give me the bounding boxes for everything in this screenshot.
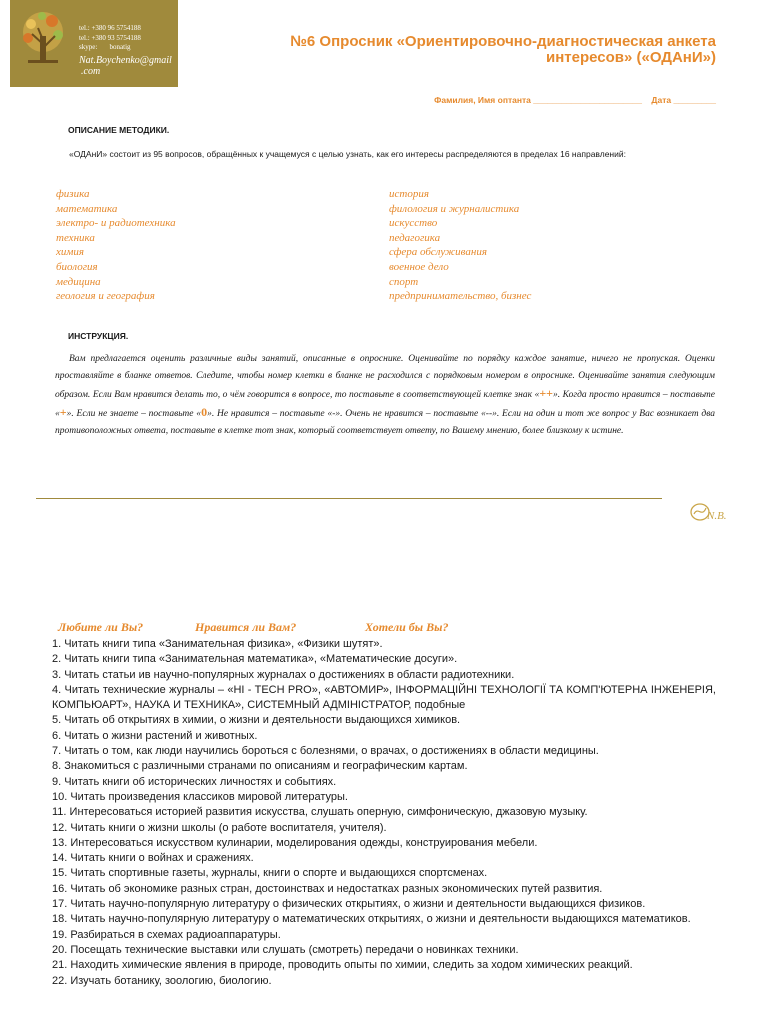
question-item: 3. Читать статьи ив научно-популярных журналах о достижениях в области радиотехники. bbox=[52, 668, 515, 681]
question-item: 4. Читать технические журналы – «HI - TECH PRO», «АВТОМИР», ІНФОРМАЦІЙНІ ТЕХНОЛОГІЇ ТА КОМП'ЮТЕРНА ІНЖЕНЕРІЯ, КОМПЬЮАРТ», НАУКА И ТЕХНИКА», СИСТЕМНЫЙ АДМІНІСТРАТОР, подобные bbox=[52, 683, 716, 712]
phone-1: tel.: +380 96 5754188 bbox=[79, 24, 141, 32]
direction-item: электро- и радиотехника bbox=[56, 217, 176, 230]
description-heading: ОПИСАНИЕ МЕТОДИКИ. bbox=[68, 125, 170, 135]
question-item: 15. Читать спортивные газеты, журналы, книги о спорте и выдающихся спортсменах. bbox=[52, 867, 488, 880]
mark-zero: 0 bbox=[201, 405, 208, 419]
direction-item: геология и география bbox=[56, 290, 155, 303]
signature-text: N.B. bbox=[707, 510, 727, 522]
contact-info bbox=[79, 24, 172, 77]
question-item: 18. Читать научно-популярную литературу о математических открытиях, о жизни и деятельности выдающихся математиков. bbox=[52, 913, 691, 926]
direction-item: военное дело bbox=[389, 260, 449, 273]
logo-banner bbox=[10, 0, 178, 87]
question-item: 17. Читать научно-популярную литературу о физических открытиях, о жизни и деятельности выдающихся физиков. bbox=[52, 898, 646, 911]
description-text: «ОДАнИ» состоит из 95 вопросов, обращённых к учащемуся с целью узнать, как его интересы распределяются в пределах 16 направлений: bbox=[69, 149, 626, 159]
name-date-line: Фамилия, Имя оптанта _______________________ Дата _________ bbox=[434, 95, 716, 105]
direction-item: искусство bbox=[389, 217, 438, 230]
question-item: 21. Находить химические явления в природе, проводить опыты по химии, следить за ходом химических реакций. bbox=[52, 959, 633, 972]
instruction-text bbox=[55, 351, 715, 440]
direction-item: медицина bbox=[56, 275, 101, 288]
direction-item: химия bbox=[56, 246, 85, 259]
direction-item: сфера обслуживания bbox=[389, 246, 487, 259]
direction-item: предпринимательство, бизнес bbox=[389, 290, 532, 303]
question-item: 12. Читать книги о жизни школы (о работе воспитателя, учителя). bbox=[52, 821, 387, 834]
direction-item: педагогика bbox=[389, 231, 441, 244]
question-item: 5. Читать об открытиях в химии, о жизни и деятельности выдающихся химиков. bbox=[52, 714, 461, 727]
tree-logo-icon bbox=[14, 10, 72, 68]
question-item: 22. Изучать ботанику, зоологию, биологию. bbox=[52, 974, 272, 987]
question-item: 7. Читать о том, как люди научились бороться с болезнями, о врачах, о достижениях в области медицины. bbox=[52, 745, 599, 758]
question-item: 9. Читать книги об исторических личностях и событиях. bbox=[52, 775, 337, 788]
signature-logo-icon bbox=[688, 500, 734, 526]
direction-item: физика bbox=[56, 188, 90, 200]
phone-2: tel.: +380 93 5754188 bbox=[79, 33, 141, 42]
question-item: 6. Читать о жизни растений и животных. bbox=[52, 729, 258, 742]
question-item: 1. Читать книги типа «Занимательная физика», «Физики шутят». bbox=[52, 638, 383, 650]
instruction-part: Вам предлагается оценить различные виды занятий, описанные в опроснике. Оценивайте по порядку каждое занятие, ничего не пропуская. Оценки проставляйте в бланке ответов. Следите, чтобы номер клетки в бланке не расходился с порядковым номером в опроснике. Оценивайте занятия следующим образом. Если Вам нравится делать то, о чём говорится в вопросе, то поставьте в соответствующей клетке знак « bbox=[55, 354, 715, 400]
question-item: 10. Читать произведения классиков мировой литературы. bbox=[52, 790, 348, 803]
question-item: 14. Читать книги о войнах и сражениях. bbox=[52, 852, 254, 865]
email-line-1[interactable]: Nat.Boychenko@gmail bbox=[79, 54, 172, 66]
document-title: №6 Опросник «Ориентировочно-диагностическая анкета интересов» («ОДАнИ») bbox=[290, 33, 716, 66]
email-line-2[interactable]: .com bbox=[81, 65, 101, 77]
question-item: 11. Интересоваться историей развития искусства, слушать оперную, симфоническую, джазовую музыку. bbox=[52, 806, 588, 819]
instruction-part: ». Если не знаете – поставьте « bbox=[66, 409, 202, 419]
instruction-part: ». Когда просто нравится – поставьте « bbox=[55, 390, 716, 419]
question-item: 13. Интересоваться искусством кулинарии, моделирования одежды, конструирования мебели. bbox=[52, 836, 538, 849]
directions-right-list bbox=[389, 187, 531, 304]
instruction-part: ». Не нравится – поставьте «-». Очень не нравится – поставьте «--». Если на один и тот же вопрос у Вас возникает два противоположных ответа, поставьте в клетке тот знак, который соответствует ответу, по Вашему мнению, более близкому к истине. bbox=[55, 409, 716, 436]
question-list bbox=[52, 637, 716, 989]
direction-item: техника bbox=[56, 231, 95, 244]
question-item: 16. Читать об экономике разных стран, достоинствах и недостатках разных экономических путей развития. bbox=[52, 882, 603, 895]
question-item: 8. Знакомиться с различными странами по описаниям и географическим картам. bbox=[52, 760, 468, 773]
column-header-love: Любите ли Вы? bbox=[58, 620, 144, 634]
direction-item: биология bbox=[56, 260, 98, 273]
direction-item: филология и журналистика bbox=[389, 202, 520, 215]
divider-line bbox=[36, 498, 662, 499]
column-header-want: Хотели бы Вы? bbox=[365, 620, 449, 634]
mark-plus: + bbox=[59, 405, 67, 419]
column-header-like: Нравится ли Вам? bbox=[195, 620, 297, 634]
question-item: 20. Посещать технические выставки или слушать (смотреть) передачи о новинках техники. bbox=[52, 943, 519, 956]
mark-double-plus: ++ bbox=[539, 386, 554, 400]
skype-id: skype: bonatig bbox=[79, 43, 131, 51]
direction-item: спорт bbox=[389, 275, 419, 288]
instruction-heading: ИНСТРУКЦИЯ. bbox=[68, 331, 129, 341]
question-item: 2. Читать книги типа «Занимательная математика», «Математические досуги». bbox=[52, 653, 458, 666]
directions-left-list bbox=[56, 187, 176, 304]
direction-item: математика bbox=[56, 202, 118, 215]
direction-item: история bbox=[389, 188, 429, 200]
question-item: 19. Разбираться в схемах радиоаппаратуры. bbox=[52, 928, 281, 941]
